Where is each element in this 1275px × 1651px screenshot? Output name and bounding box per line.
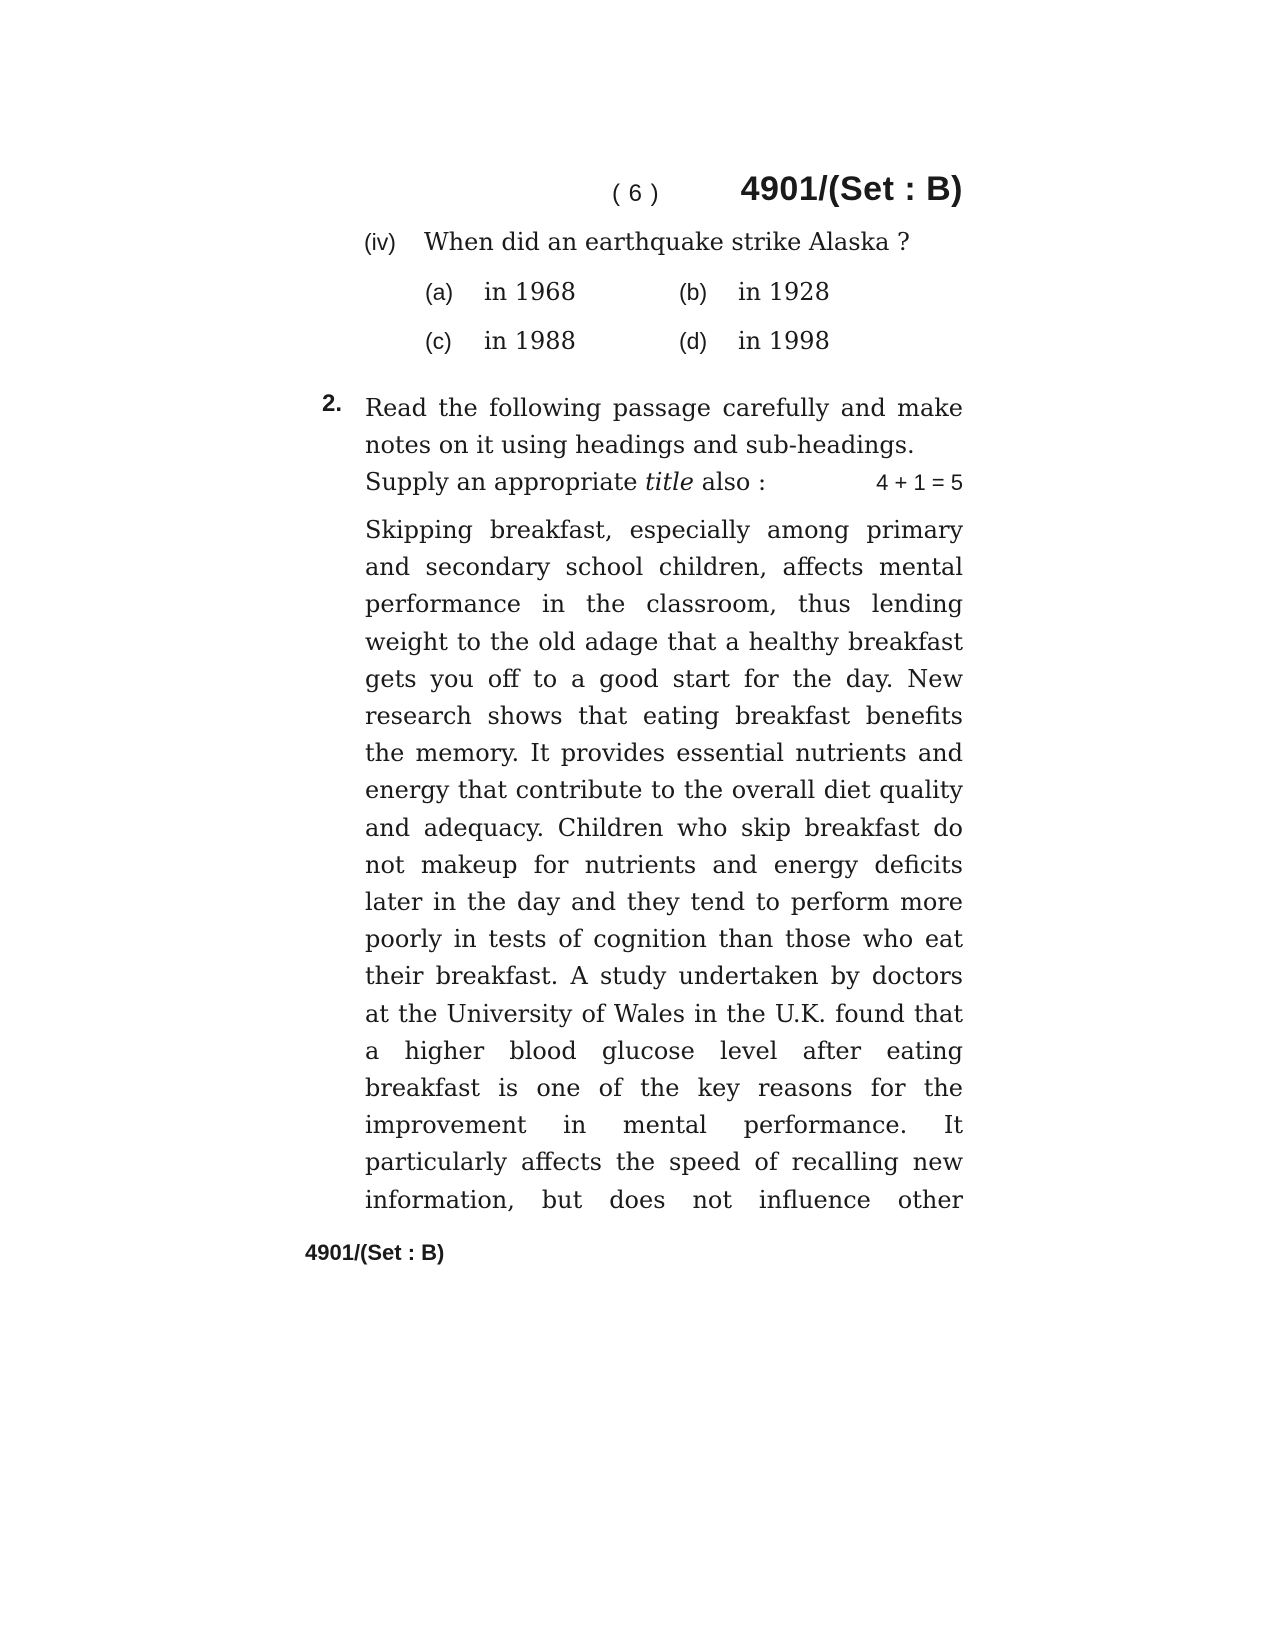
option-c-letter: (c)	[425, 328, 452, 354]
question-2-number: 2.	[322, 390, 343, 417]
option-a-text: in 1968	[484, 278, 576, 306]
option-c	[425, 327, 576, 355]
paper-code-footer: 4901/(Set : B)	[305, 1240, 445, 1265]
option-a-letter: (a)	[425, 279, 454, 305]
page-number: ( 6 )	[612, 180, 660, 207]
option-b-text: in 1928	[738, 278, 830, 306]
option-b-letter: (b)	[679, 279, 708, 305]
option-d	[679, 327, 830, 355]
question-iv-text: When did an earthquake strike Alaska ?	[424, 228, 910, 256]
instruction-title-word: title	[645, 468, 694, 496]
marks-allocation: 4 + 1 = 5	[876, 470, 963, 495]
question-2-instruction: Read the following passage carefully and make notes on it using headings and sub-headings.	[365, 394, 963, 459]
paper-code-header: 4901/(Set : B)	[740, 170, 963, 208]
option-d-letter: (d)	[679, 328, 708, 354]
question-iv-number: (iv)	[364, 229, 396, 255]
question-iv	[364, 228, 910, 256]
option-b	[679, 278, 830, 306]
instruction-suffix: also :	[693, 468, 767, 496]
passage-text: Skipping breakfast, especially among primary and secondary school children, affects mental performance in the classroom, thus lending weight to the old adage that a healthy breakfast gets you off to a good start for the day. New research shows that eating breakfast benefits the memory. It provides essential nutrients and energy that contribute to the overall diet quality and adequacy. Children who skip breakfast do not makeup for nutrients and energy deficits later in the day and they tend to perform more poorly in tests of cognition than those who eat their breakfast. A study undertaken by doctors at the University of Wales in the U.K. found that a higher blood glucose level after eating breakfast is one of the key reasons for the improvement in mental performance. It particularly affects the speed of recalling new information, but does not influence other	[365, 516, 963, 1214]
option-c-text: in 1988	[484, 327, 576, 355]
instruction-prefix: Supply an appropriate	[365, 468, 646, 496]
question-2-instruction-line	[365, 464, 963, 501]
option-a	[425, 278, 576, 306]
option-d-text: in 1998	[738, 327, 830, 355]
